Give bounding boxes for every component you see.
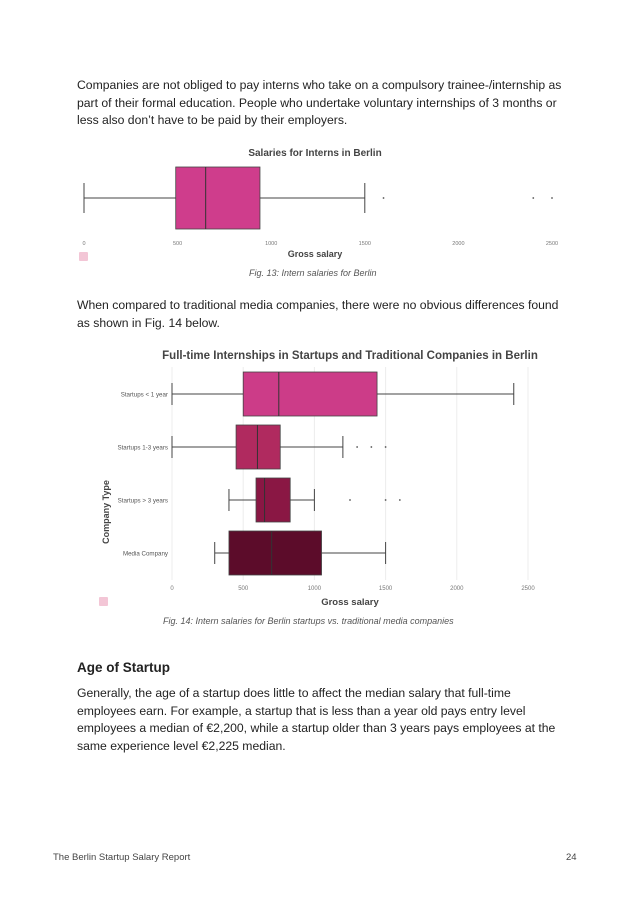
- x-tick-label: 500: [238, 586, 249, 592]
- outlier-point: [349, 499, 351, 501]
- y-axis-label: Company Type: [101, 480, 111, 544]
- box-iqr: [229, 531, 322, 575]
- y-tick-label: Media Company: [122, 550, 168, 558]
- chart-title: Salaries for Interns in Berlin: [248, 148, 382, 159]
- x-tick-label: 500: [173, 241, 183, 247]
- x-axis-label: Gross salary: [287, 249, 343, 259]
- x-axis-label: Gross salary: [321, 597, 379, 608]
- section-heading: Age of Startup: [77, 660, 170, 675]
- x-tick-label: 1500: [378, 586, 393, 592]
- outlier-point: [383, 197, 385, 199]
- comparison-paragraph: When compared to traditional media companies, there were no obvious differences found as shown in Fig. 14 below.: [77, 298, 559, 330]
- box-iqr: [243, 372, 377, 416]
- x-tick-label: 2500: [545, 241, 559, 247]
- box-startups-1-year: [172, 372, 514, 416]
- y-tick-label: Startups > 3 years: [117, 497, 168, 505]
- age-paragraph: Generally, the age of a startup does little to affect the median salary that full-time employees earn. For example, a startup that is less than a year old pays entry level employees a median of €2,200, while a startup older than 3 years pays employees at the same experience level €2,225 median.: [77, 686, 556, 753]
- fig14-caption: Fig. 14: Intern salaries for Berlin startups vs. traditional media companies: [163, 616, 454, 626]
- brand-logo-icon: [79, 252, 88, 261]
- y-tick-label: Startups < 1 year: [120, 391, 168, 399]
- intro-paragraph: Companies are not obliged to pay interns who take on a compulsory trainee-/internship as part of their formal education. People who undertake voluntary internships of 3 months or less also don’t have to be paid by their employers.: [77, 78, 562, 127]
- x-tick-label: 2500: [521, 586, 535, 592]
- x-tick-label: 1000: [307, 586, 322, 592]
- outlier-point: [551, 197, 553, 199]
- intern-salary-chart: [70, 140, 570, 265]
- box-media-company: [215, 531, 386, 575]
- chart-title: Full-time Internships in Startups and Traditional Companies in Berlin: [162, 350, 538, 362]
- brand-logo-icon: [99, 597, 108, 606]
- company-type-chart: [95, 342, 555, 612]
- box-iqr: [176, 167, 260, 229]
- box-iqr: [256, 478, 290, 522]
- box-interns: [84, 167, 553, 229]
- outlier-point: [370, 446, 372, 448]
- outlier-point: [385, 499, 387, 501]
- x-tick-label: 0: [82, 241, 86, 247]
- box-iqr: [236, 425, 280, 469]
- y-tick-label: Startups 1-3 years: [117, 444, 168, 452]
- outlier-point: [385, 446, 387, 448]
- x-tick-label: 1500: [358, 241, 371, 247]
- x-tick-label: 2000: [452, 241, 465, 247]
- x-tick-label: 0: [170, 586, 174, 592]
- x-tick-label: 2000: [450, 586, 464, 592]
- footer-title: The Berlin Startup Salary Report: [53, 852, 191, 863]
- outlier-point: [356, 446, 358, 448]
- page-number: 24: [566, 852, 577, 863]
- box-startups-1-3-years: [172, 425, 387, 469]
- outlier-point: [399, 499, 401, 501]
- x-tick-label: 1000: [265, 241, 278, 247]
- fig13-caption: Fig. 13: Intern salaries for Berlin: [249, 268, 377, 278]
- outlier-point: [532, 197, 534, 199]
